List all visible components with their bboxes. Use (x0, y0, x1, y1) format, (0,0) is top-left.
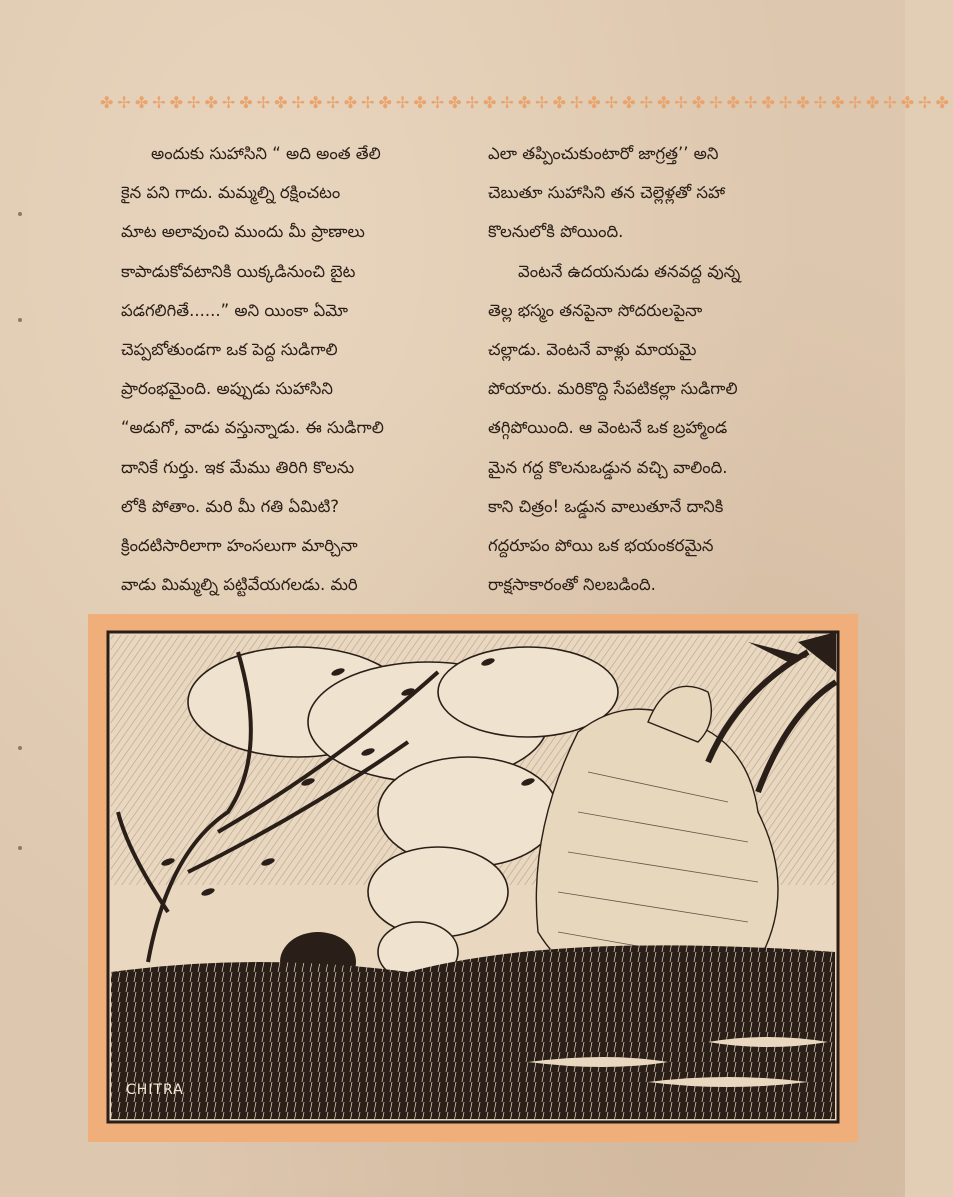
artist-signature: CHITRA (126, 1082, 184, 1098)
text-line: చెబుతూ సుహాసిని తన చెల్లెళ్లతో సహా (488, 183, 725, 203)
text-line: మైన గద్ద కొలనుఒడ్డున వచ్చి వాలింది. (488, 457, 728, 477)
text-line: చెప్పబోతుండగా ఒక పెద్ద సుడిగాలి (121, 339, 338, 359)
binding-hole (18, 746, 22, 750)
text-line: ఎలా తప్పించుకుంటారో జాగ్రత్త’’ అని (488, 144, 719, 163)
text-line: ప్రారంభమైంది. అప్పుడు సుహాసిని (121, 379, 333, 399)
binding-hole (18, 318, 22, 322)
whirlwind-scene-drawing (108, 632, 838, 1122)
text-line: కాని చిత్రం! ఒడ్డున వాలుతూనే దానికి (488, 496, 724, 516)
text-line: తగ్గిపోయింది. ఆ వెంటనే ఒక బ్రహ్మాండ (488, 418, 728, 438)
text-line: లోకి పోతాం. మరి మీ గతి ఏమిటి? (121, 496, 340, 516)
text-line: కైన పని గాదు. మమ్మల్ని రక్షించటం (121, 183, 341, 203)
left-column-text (121, 134, 471, 604)
text-line: రాక్షసాకారంతో నిలబడింది. (488, 575, 656, 595)
text-line: అందుకు సుహాసిని “ అది అంత తేలి (151, 144, 381, 163)
text-line: దానికే గుర్తు. ఇక మేము తిరిగి కొలను (121, 457, 355, 477)
text-line: చల్లాడు. వెంటనే వాళ్లు మాయమై (488, 339, 697, 359)
text-line: మాట అలావుంచి ముందు మీ ప్రాణాలు (121, 222, 365, 242)
text-line: “అడుగో, వాడు వస్తున్నాడు. ఈ సుడిగాలి (121, 418, 384, 438)
text-line: తెల్ల భస్మం తనపైనా సోదరులపైనా (488, 300, 703, 320)
right-column-text (488, 134, 858, 604)
ornamental-border: ✤✢✤✢✤✢✤✢✤✢✤✢✤✢✤✢✤✢✤✢✤✢✤✢✤✢✤✢✤✢✤✢✤✢✤✢✤✢✤✢✤✢✤✢✤✢✤✢✤ (100, 93, 953, 112)
binding-hole (18, 212, 22, 216)
text-line: వెంటనే ఉదయనుడు తనవద్ద వున్న (518, 261, 741, 281)
text-line: పడగలిగితే......” అని యింకా ఏమో (121, 300, 349, 320)
text-line: పోయారు. మరికొద్ది సేపటికల్లా సుడిగాలి (488, 379, 738, 399)
story-illustration (88, 614, 858, 1142)
binding-hole (18, 846, 22, 850)
text-line: కాపాడుకోవటానికి యిక్కడినుంచి బైట (121, 261, 356, 281)
text-line: వాడు మిమ్మల్ని పట్టివేయగలడు. మరి (121, 575, 358, 595)
text-line: క్రిందటిసారిలాగా హంసలుగా మార్చినా (121, 535, 358, 555)
text-line: గద్దరూపం పోయి ఒక భయంకరమైన (488, 535, 714, 555)
text-line: కొలనులోకి పోయింది. (488, 222, 624, 242)
